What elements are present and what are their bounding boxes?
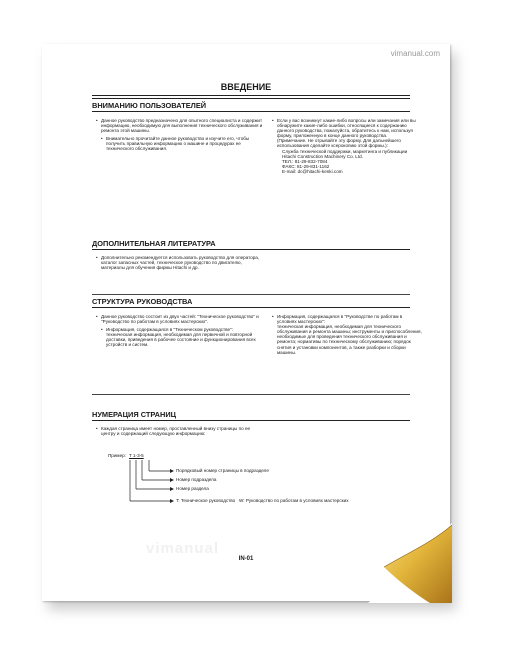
- numbering-diagram: [42, 44, 450, 601]
- attention-paragraph-2: • Внимательно прочитайте данное руководство и изучите его, чтобы получить правильную информацию о машине и процедурах ее технического обслуживания.: [96, 136, 264, 151]
- contact-line-1: Служба технической поддержки, маркетинга и публикации: [282, 148, 408, 154]
- contact-line-2: Hitachi Construction Machinery Co. Ltd.: [282, 153, 363, 159]
- contact-line-5: E-mail: dc@hitachi-kenki.com: [282, 168, 343, 174]
- contact-line-3: ТЕЛ.: 81-29-832-7084: [282, 158, 328, 164]
- structure-paragraph-3: техническая информация, необходимая для первичной и повторной доставки, приведения в рабочее состояние и функционирования всех устройств и систем.: [106, 332, 256, 348]
- attention-paragraph-3: • Если у вас возникнут какие-либо вопросы или замечания или вы обнаружите какие-либо ошибки, относящиеся к содержанию данного руководства, пожалуйста, обратитесь к нам, используя форму, приложенную в конце данного руководства.: [272, 118, 422, 138]
- watermark-top: vimanual.com: [390, 49, 440, 58]
- structure-paragraph-5: техническая информация, необходимая для технического обслуживания и ремонта машины; инструменты и приспособления, необходимые для проведения технического обслуживания и ремонта; нормативы по техническому обслуживанию; порядок снятия и установки компонентов, а также разборки и сборки машины.: [277, 324, 422, 355]
- page-number: IN-01: [238, 556, 254, 562]
- structure-paragraph-2: • Информация, содержащаяся в "Техническом руководстве":: [96, 327, 264, 332]
- structure-paragraph-4: • Информация, содержащаяся в "Руководстве по работам в условиях мастерских":: [272, 314, 422, 324]
- example-label: Пример:: [108, 453, 126, 458]
- contact-line-4: ФАКС: 81-29-831-1162: [282, 163, 330, 169]
- literature-paragraph: • Дополнительно рекомендуется использовать руководство для оператора, каталог запасных частей, техническое руководство по двигателю, материалы для обучения фирмы Hitachi и др.: [96, 255, 264, 270]
- attention-note: (Примечание. Не отрывайте эту форму. Для дальнейшего использования сделайте ксерокопию этой формы.):: [277, 138, 401, 149]
- section-heading-structure: СТРУКТУРА РУКОВОДСТВА: [92, 297, 410, 308]
- example-item-1: Порядковый номер страницы в подразделе: [176, 468, 269, 473]
- page-curl: [368, 523, 452, 603]
- document-page: [42, 44, 450, 601]
- example-code: T 1-3-5: [129, 453, 144, 458]
- example-item-4: T: Техническое руководство W: Руководство по работам в условиях мастерских: [176, 498, 349, 503]
- attention-paragraph-1: • Данное руководство предназначено для опытного специалиста и содержит информацию, необходимую для выполнения технического обслуживания и ремонта этой машины.: [96, 118, 264, 133]
- section-heading-numbering: НУМЕРАЦИЯ СТРАНИЦ: [92, 410, 410, 421]
- watermark-center: vimanual: [146, 540, 220, 557]
- example-item-3: Номер раздела: [176, 486, 209, 491]
- example-item-2: Номер подраздела: [176, 477, 217, 482]
- numbering-paragraph: • Каждая страница имеет номер, проставленный внизу страницы по ее центру и содержащий следующую информацию:: [96, 426, 264, 436]
- section-heading-attention: ВНИМАНИЮ ПОЛЬЗОВАТЕЛЕЙ: [92, 101, 410, 112]
- page-title: ВВЕДЕНИЕ: [220, 82, 272, 92]
- section-heading-literature: ДОПОЛНИТЕЛЬНАЯ ЛИТЕРАТУРА: [92, 239, 410, 250]
- structure-paragraph-1: • Данное руководство состоит из двух частей: "Техническое руководство" и "Руководство по работам в условиях мастерских".: [96, 314, 264, 324]
